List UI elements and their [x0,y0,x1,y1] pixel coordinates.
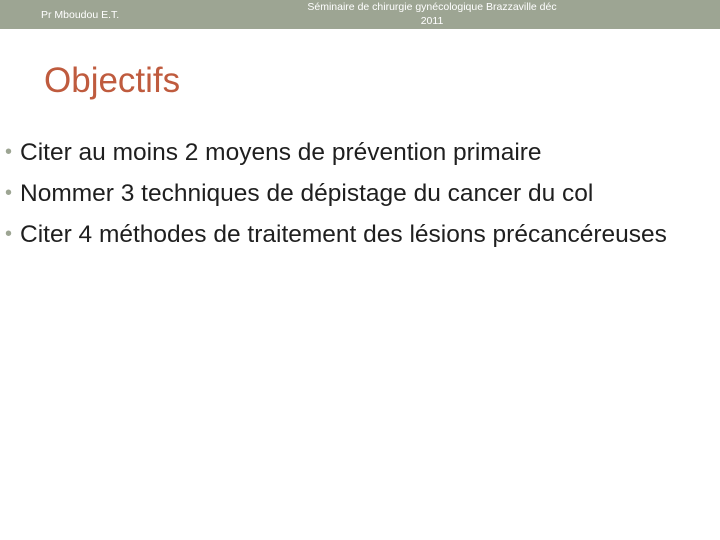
bullet-icon: • [5,182,13,204]
list-item-text: Citer 4 méthodes de traitement des lésions précancéreuses [20,221,667,248]
list-item [0,132,710,173]
seminar-line-2: 2011 [420,15,444,27]
header-bar [0,0,720,29]
list-item-text: Citer au moins 2 moyens de prévention primaire [20,139,542,166]
list-item [0,173,710,214]
list-item-text: Nommer 3 techniques de dépistage du cancer du col [20,180,594,207]
author-label: Pr Mboudou E.T. [41,9,120,21]
bullet-icon: • [5,141,13,163]
objectives-list [0,132,720,255]
seminar-label [282,0,582,28]
bullet-icon: • [5,223,13,245]
slide-title: Objectifs [44,61,181,100]
list-item [0,214,710,255]
seminar-line-1: Séminaire de chirurgie gynécologique Brazzaville déc [307,1,557,13]
